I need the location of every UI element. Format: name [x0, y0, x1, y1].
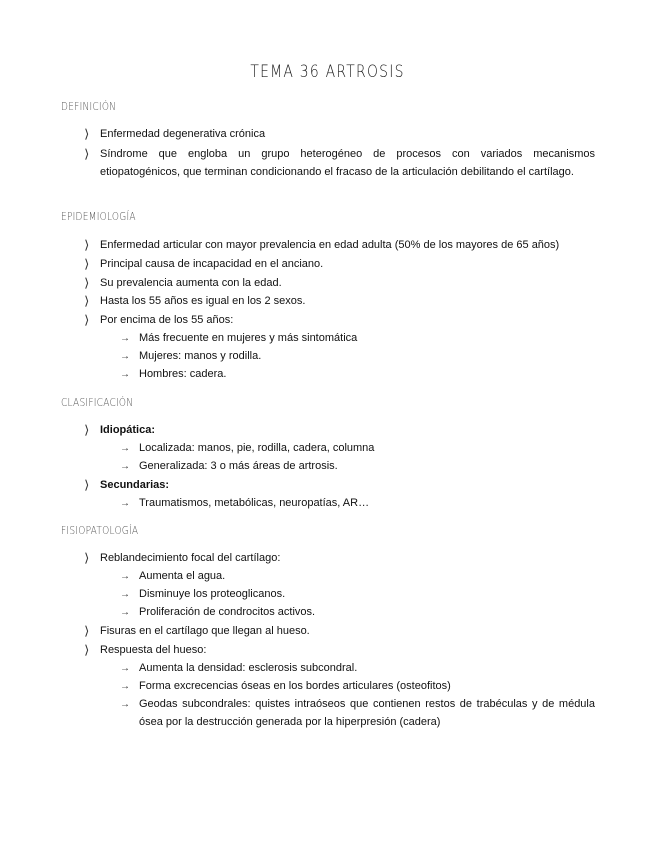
list-item: ❭ Síndrome que engloba un grupo heterogéneo de procesos con variados mecanismos etiopatogénicos, que terminan condicionando el fracaso de la articulación debilitando el cartílago.: [83, 148, 595, 178]
sub-list-item: → Generalizada: 3 o más áreas de artrosis.: [120, 458, 595, 476]
arrow-right-icon: →: [120, 589, 130, 600]
bullet-icon: ❭: [83, 625, 90, 637]
list-item: ❭ Enfermedad articular con mayor prevalencia en edad adulta (50% de los mayores de 65 años): [82, 237, 595, 255]
page-title: TEMA 36 ARTROSIS: [250, 62, 405, 82]
sub-list-item: → Aumenta el agua.: [120, 568, 595, 586]
arrow-right-icon: →: [120, 369, 130, 380]
arrow-right-icon: →: [120, 443, 130, 454]
section-heading-clasificacion: CLASIFICACIÓN: [61, 396, 134, 409]
arrow-right-icon: →: [120, 681, 130, 692]
list-item: ❭ Respuesta del hueso:: [82, 642, 595, 660]
bullet-icon: ❭: [83, 258, 90, 270]
sub-list-item: → Mujeres: manos y rodilla.: [120, 348, 595, 366]
bullet-icon: ❭: [83, 424, 90, 436]
arrow-right-icon: →: [120, 699, 130, 710]
arrow-right-icon: →: [120, 498, 130, 509]
list-item: ❭ Enfermedad degenerativa crónica: [82, 126, 595, 144]
sub-list-item: → Más frecuente en mujeres y más sintomática: [120, 330, 595, 348]
arrow-right-icon: →: [120, 663, 130, 674]
sub-list-item: → Forma excrecencias óseas en los bordes articulares (osteofitos): [120, 678, 595, 696]
list-item: ❭ Idiopática:: [82, 422, 595, 440]
sub-list-item: → Proliferación de condrocitos activos.: [120, 604, 595, 622]
bullet-icon: ❭: [83, 644, 90, 656]
list-item: ❭ Su prevalencia aumenta con la edad.: [82, 275, 595, 293]
list-item: ❭ Principal causa de incapacidad en el anciano.: [82, 256, 595, 274]
section-heading-definicion: DEFINICIÓN: [61, 100, 117, 113]
sub-list-item: → Traumatismos, metabólicas, neuropatías, AR…: [120, 495, 595, 513]
bullet-icon: ❭: [83, 128, 90, 140]
arrow-right-icon: →: [120, 333, 130, 344]
list-item: ❭ Secundarias:: [82, 477, 595, 495]
bullet-icon: ❭: [83, 277, 90, 289]
sub-list-item: → Hombres: cadera.: [120, 366, 595, 384]
list-item: ❭ Reblandecimiento focal del cartílago:: [82, 550, 595, 568]
bullet-icon: ❭: [83, 239, 90, 251]
section-heading-epidemiologia: EPIDEMIOLOGÍA: [61, 210, 136, 223]
arrow-right-icon: →: [120, 607, 130, 618]
list-item: ❭ Hasta los 55 años es igual en los 2 sexos.: [82, 293, 595, 311]
arrow-right-icon: →: [120, 461, 130, 472]
arrow-right-icon: →: [120, 351, 130, 362]
bullet-icon: ❭: [83, 552, 90, 564]
sub-list-item: → Disminuye los proteoglicanos.: [120, 586, 595, 604]
bullet-icon: ❭: [83, 479, 90, 491]
sub-list-item: → Aumenta la densidad: esclerosis subcondral.: [120, 660, 595, 678]
section-heading-fisiopatologia: FISIOPATOLOGÍA: [61, 524, 139, 537]
list-item: ❭ Por encima de los 55 años:: [82, 312, 595, 330]
bullet-icon: ❭: [83, 314, 90, 326]
bullet-icon: ❭: [83, 295, 90, 307]
sub-list-item: → Localizada: manos, pie, rodilla, cadera, columna: [120, 440, 595, 458]
bullet-icon: ❭: [83, 148, 90, 160]
list-item: ❭ Fisuras en el cartílago que llegan al hueso.: [82, 623, 595, 641]
sub-list-item: → Geodas subcondrales: quistes intraóseos que contienen restos de trabéculas y de médula ósea por la destrucción generada por la hiperpresión (cadera): [120, 698, 595, 728]
arrow-right-icon: →: [120, 571, 130, 582]
